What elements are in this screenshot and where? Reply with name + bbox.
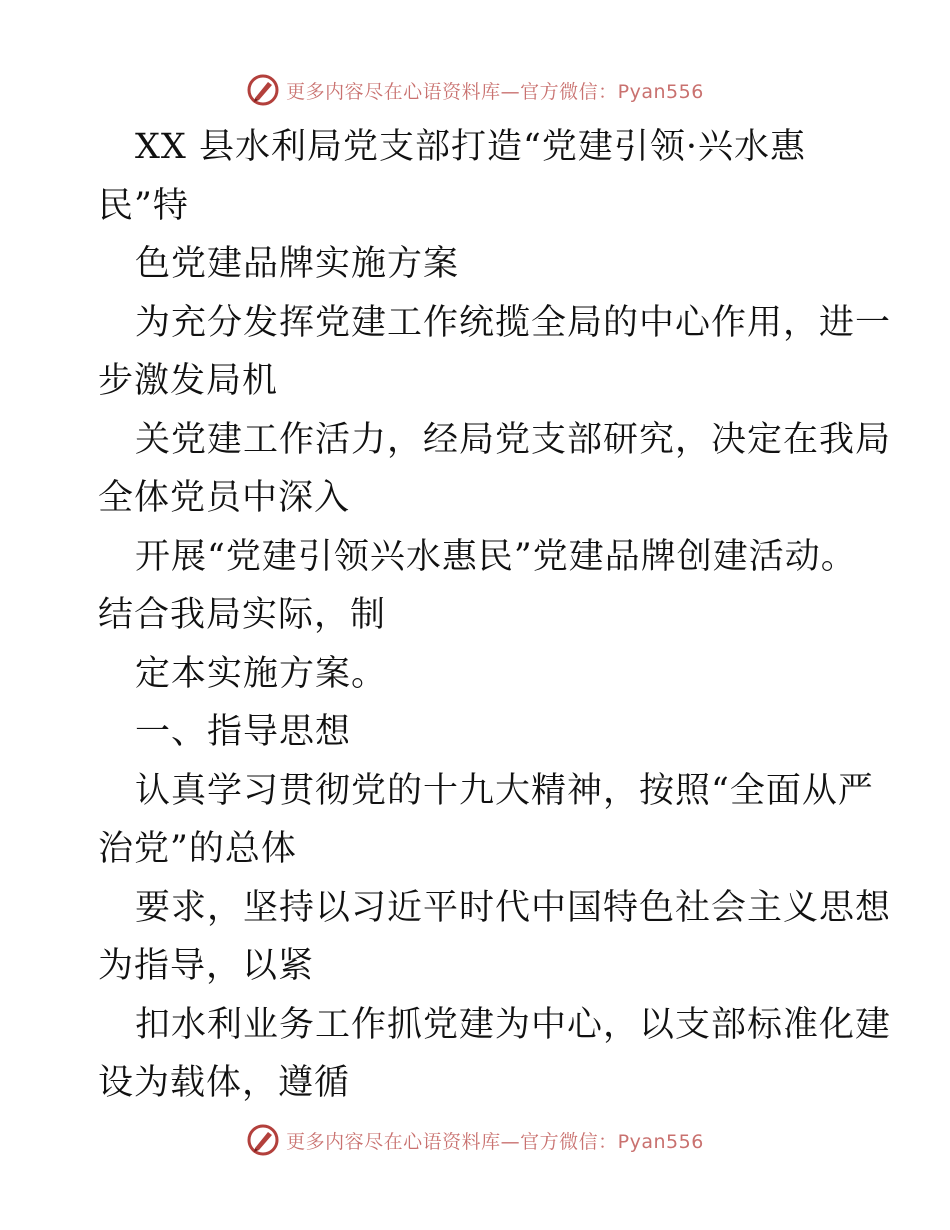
document-line: 民”特 (98, 185, 189, 226)
header-text: 更多内容尽在心语资料库—官方微信：Pyan556 (286, 80, 704, 103)
document-line: 开展“党建引领兴水惠民”党建品牌创建活动。 (135, 536, 857, 577)
pen-circle-icon (246, 1123, 280, 1157)
pen-circle-icon (246, 73, 280, 107)
document-line: XX 县水利局党支部打造“党建引领·兴水惠 (135, 127, 806, 167)
document-line: 步激发局机 (98, 361, 279, 401)
document-line: 结合我局实际，制 (98, 595, 387, 635)
document-line: 要求，坚持以习近平时代中国特色社会主义思想 (135, 887, 892, 928)
document-line: 扣水利业务工作抓党建为中心，以支部标准化建 (135, 1004, 892, 1045)
document-line: 认真学习贯彻党的十九大精神，按照“全面从严 (135, 770, 874, 811)
document-line: 为指导，以紧 (98, 946, 315, 986)
document-line: 一、指导思想 (135, 712, 352, 752)
document-line: 设为载体，遵循 (98, 1063, 351, 1103)
footer-banner (0, 1120, 950, 1160)
document-line: 全体党员中深入 (98, 478, 351, 518)
header-banner (0, 70, 950, 110)
document-line: 关党建工作活力，经局党支部研究，决定在我局 (135, 419, 892, 460)
document-line: 为充分发挥党建工作统揽全局的中心作用，进一 (135, 302, 892, 343)
document-line: 色党建品牌实施方案 (135, 244, 460, 284)
document-line: 治党”的总体 (98, 829, 297, 869)
document-line: 定本实施方案。 (135, 653, 388, 694)
document-body (98, 118, 892, 1113)
footer-text: 更多内容尽在心语资料库—官方微信：Pyan556 (286, 1130, 704, 1153)
